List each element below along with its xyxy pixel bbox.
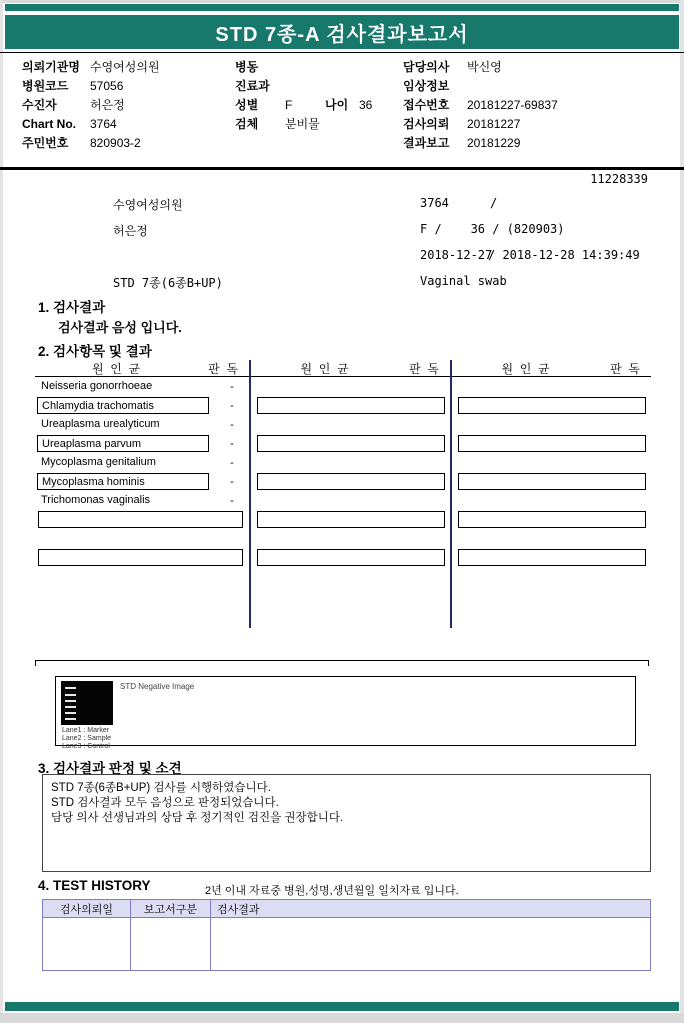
result-col-header: 판 독 bbox=[610, 361, 640, 376]
pathogen-name: Neisseria gonorrhoeae bbox=[41, 380, 153, 392]
pathogen-result: - bbox=[230, 456, 234, 469]
resident-no-label: 주민번호 bbox=[22, 136, 69, 150]
empty-row bbox=[452, 415, 651, 434]
divider-under-info bbox=[0, 167, 684, 170]
gel-band bbox=[65, 712, 76, 714]
summary-report-datetime: / 2018-12-28 14:39:49 bbox=[488, 248, 640, 262]
pathogen-result: - bbox=[230, 380, 234, 393]
report-title-banner bbox=[5, 15, 679, 49]
pathogen-col-header: 원 인 균 bbox=[91, 361, 141, 376]
empty-result-box bbox=[458, 511, 646, 528]
empty-result-box bbox=[38, 549, 243, 566]
department-label: 진료과 bbox=[235, 79, 270, 93]
empty-result-box bbox=[38, 511, 243, 528]
gel-lane-line: Lane1 : Marker bbox=[62, 727, 110, 734]
gel-lane-line: Lane2 : Sample bbox=[62, 735, 112, 742]
opinion-line: STD 검사결과 모두 음성으로 판정되었습니다. bbox=[51, 797, 279, 809]
gel-image-panel bbox=[55, 676, 636, 750]
section3-heading: 3. 검사결과 판정 및 소견 bbox=[38, 761, 182, 776]
empty-result-row bbox=[251, 548, 450, 567]
pathogen-group-3 bbox=[450, 360, 651, 628]
institution-value: 수영여성의원 bbox=[90, 60, 160, 74]
empty-row bbox=[251, 491, 450, 510]
empty-result-box bbox=[257, 397, 445, 414]
gel-band bbox=[65, 694, 76, 696]
info-column-middle bbox=[235, 57, 400, 133]
age-value: 36 bbox=[359, 97, 373, 112]
info-row-sex-age bbox=[235, 95, 400, 114]
page-edge-top bbox=[0, 0, 684, 3]
info-row-hospital-code bbox=[22, 76, 230, 95]
gel-band bbox=[65, 718, 76, 720]
pathogen-row bbox=[35, 491, 249, 510]
info-row-request-date bbox=[403, 114, 671, 133]
request-date-label: 검사의뢰 bbox=[403, 117, 450, 131]
empty-row bbox=[452, 377, 651, 396]
pathogen-name: Mycoplasma hominis bbox=[37, 473, 209, 490]
info-row-doctor bbox=[403, 57, 671, 76]
hospital-code-value: 57056 bbox=[90, 78, 124, 93]
empty-result-row bbox=[35, 548, 249, 567]
receipt-no-value: 20181227-69837 bbox=[467, 97, 558, 112]
empty-result-row bbox=[452, 434, 651, 453]
empty-result-box bbox=[458, 435, 646, 452]
summary-patient-detail: F / 36 / (820903) bbox=[420, 222, 565, 236]
gel-caption: STD Negative Image bbox=[120, 682, 195, 691]
info-row-ward bbox=[235, 57, 400, 76]
empty-result-row bbox=[452, 396, 651, 415]
report-date-value: 20181229 bbox=[467, 135, 521, 150]
info-column-right bbox=[403, 57, 671, 152]
page-edge-right bbox=[680, 0, 684, 1023]
specimen-label: 검체 bbox=[235, 117, 259, 131]
gel-band bbox=[65, 700, 76, 702]
summary-specimen: Vaginal swab bbox=[420, 274, 507, 288]
info-row-clinical-info bbox=[403, 76, 671, 95]
receipt-no-label: 접수번호 bbox=[403, 98, 450, 112]
gel-band bbox=[65, 706, 76, 708]
patient-value: 허은정 bbox=[90, 98, 125, 112]
empty-result-box bbox=[458, 397, 646, 414]
pathogen-group-1 bbox=[35, 360, 249, 628]
gel-lane-line: Lane3 : Control bbox=[62, 743, 110, 750]
pathogen-name: Mycoplasma genitalium bbox=[41, 456, 156, 468]
resident-no-value: 820903-2 bbox=[90, 135, 141, 150]
sex-label: 성별 bbox=[235, 98, 259, 112]
section2-heading: 2. 검사항목 및 결과 bbox=[38, 344, 152, 359]
empty-row bbox=[251, 415, 450, 434]
age-label: 나이 bbox=[325, 98, 349, 112]
specimen-value: 분비물 bbox=[285, 117, 320, 131]
summary-request-date: 2018-12-27 bbox=[420, 248, 493, 262]
summary-patient: 허은정 bbox=[113, 224, 148, 238]
pathogen-col-header: 원 인 균 bbox=[300, 361, 349, 376]
hospital-code-label: 병원코드 bbox=[22, 79, 69, 93]
empty-result-box bbox=[257, 473, 445, 490]
page-edge-bottom bbox=[0, 1013, 684, 1023]
report-title: STD 7종-A 검사결과보고서 bbox=[215, 23, 469, 46]
pathogen-row bbox=[35, 415, 249, 434]
result-table bbox=[35, 360, 651, 628]
page-edge-left bbox=[0, 0, 3, 1023]
test-history-header-row bbox=[43, 900, 650, 918]
summary-chart-no: 3764 bbox=[420, 196, 449, 210]
section4-heading: 4. TEST HISTORY bbox=[38, 878, 151, 893]
pathogen-group-2 bbox=[249, 360, 450, 628]
empty-row bbox=[452, 491, 651, 510]
pathogen-row bbox=[35, 377, 249, 396]
empty-result-box bbox=[257, 549, 445, 566]
history-cell bbox=[131, 918, 211, 970]
summary-chart-separator: / bbox=[490, 196, 498, 210]
history-cell bbox=[211, 918, 650, 970]
summary-test-name: STD 7종(6종B+UP) bbox=[113, 276, 223, 290]
info-row-department bbox=[235, 76, 400, 95]
history-col-result: 검사결과 bbox=[217, 903, 260, 916]
ward-label: 병동 bbox=[235, 60, 259, 74]
group2-header bbox=[251, 360, 450, 377]
empty-result-box bbox=[257, 511, 445, 528]
info-row-receipt-no bbox=[403, 95, 671, 114]
pathogen-row bbox=[35, 434, 249, 453]
empty-result-row bbox=[251, 510, 450, 529]
test-history-note: 2년 이내 자료중 병원,성명,생년월일 일치자료 입니다. bbox=[205, 885, 459, 897]
clinical-info-label: 임상정보 bbox=[403, 79, 450, 93]
result-col-header: 판 독 bbox=[208, 361, 238, 376]
group3-header bbox=[452, 360, 651, 377]
pathogen-result: - bbox=[230, 494, 234, 507]
report-date-label: 결과보고 bbox=[403, 136, 450, 150]
overall-result-text: 검사결과 음성 입니다. bbox=[58, 320, 182, 335]
empty-result-row bbox=[452, 548, 651, 567]
chart-no-label: Chart No. bbox=[22, 116, 76, 131]
info-row-resident-no bbox=[22, 133, 230, 152]
pathogen-result: - bbox=[230, 399, 234, 412]
chart-no-value: 3764 bbox=[90, 116, 117, 131]
empty-result-row bbox=[35, 510, 249, 529]
empty-result-row bbox=[251, 434, 450, 453]
info-row-chart-no bbox=[22, 114, 230, 133]
pathogen-col-header: 원 인 균 bbox=[501, 361, 550, 376]
pathogen-name: Trichomonas vaginalis bbox=[41, 494, 151, 506]
empty-result-box bbox=[458, 549, 646, 566]
empty-row bbox=[251, 529, 450, 548]
pathogen-name: Ureaplasma urealyticum bbox=[41, 418, 160, 430]
pathogen-row bbox=[35, 453, 249, 472]
pathogen-result: - bbox=[230, 418, 234, 431]
empty-result-row bbox=[251, 472, 450, 491]
gel-band bbox=[65, 687, 76, 689]
info-row-institution bbox=[22, 57, 230, 76]
summary-hospital: 수영여성의원 bbox=[113, 198, 183, 212]
history-col-request-date: 검사의뢰일 bbox=[43, 900, 131, 917]
opinion-box bbox=[42, 774, 651, 872]
pathogen-row bbox=[35, 472, 249, 491]
empty-result-row bbox=[251, 396, 450, 415]
empty-row bbox=[452, 529, 651, 548]
sex-value: F bbox=[285, 97, 293, 112]
institution-label: 의뢰기관명 bbox=[22, 60, 80, 74]
pathogen-row bbox=[35, 396, 249, 415]
bottom-accent-bar bbox=[5, 1002, 679, 1011]
pathogen-name: Ureaplasma parvum bbox=[37, 435, 209, 452]
report-serial-number: 11228339 bbox=[590, 172, 648, 186]
test-history-table bbox=[42, 899, 651, 971]
pathogen-name: Chlamydia trachomatis bbox=[37, 397, 209, 414]
empty-result-box bbox=[458, 473, 646, 490]
empty-row bbox=[251, 453, 450, 472]
info-column-left bbox=[22, 57, 230, 152]
result-col-header: 판 독 bbox=[409, 361, 439, 376]
empty-row bbox=[35, 529, 249, 548]
doctor-label: 담당의사 bbox=[403, 60, 450, 74]
empty-row bbox=[251, 377, 450, 396]
empty-result-box bbox=[257, 435, 445, 452]
patient-label: 수진자 bbox=[22, 98, 57, 112]
opinion-line: 담당 의사 선생님과의 상담 후 정기적인 검진을 권장합니다. bbox=[51, 812, 344, 824]
info-row-patient bbox=[22, 95, 230, 114]
top-accent-bar bbox=[5, 4, 679, 11]
opinion-line: STD 7종(6종B+UP) 검사를 시행하였습니다. bbox=[51, 782, 271, 794]
doctor-value: 박신영 bbox=[467, 60, 502, 74]
info-row-specimen bbox=[235, 114, 400, 133]
divider-under-banner bbox=[0, 52, 684, 53]
divider-above-gel bbox=[35, 660, 649, 661]
info-row-report-date bbox=[403, 133, 671, 152]
pathogen-result: - bbox=[230, 437, 234, 450]
gel-electrophoresis-image bbox=[61, 681, 113, 725]
gel-lane-legend bbox=[62, 727, 111, 751]
request-date-value: 20181227 bbox=[467, 116, 521, 131]
history-cell bbox=[43, 918, 131, 970]
section1-heading: 1. 검사결과 bbox=[38, 300, 106, 315]
empty-row bbox=[452, 453, 651, 472]
group1-header bbox=[35, 360, 249, 377]
history-col-report-type: 보고서구분 bbox=[131, 900, 211, 917]
test-history-empty-row bbox=[43, 918, 650, 970]
pathogen-result: - bbox=[230, 475, 234, 488]
empty-result-row bbox=[452, 472, 651, 491]
empty-result-row bbox=[452, 510, 651, 529]
